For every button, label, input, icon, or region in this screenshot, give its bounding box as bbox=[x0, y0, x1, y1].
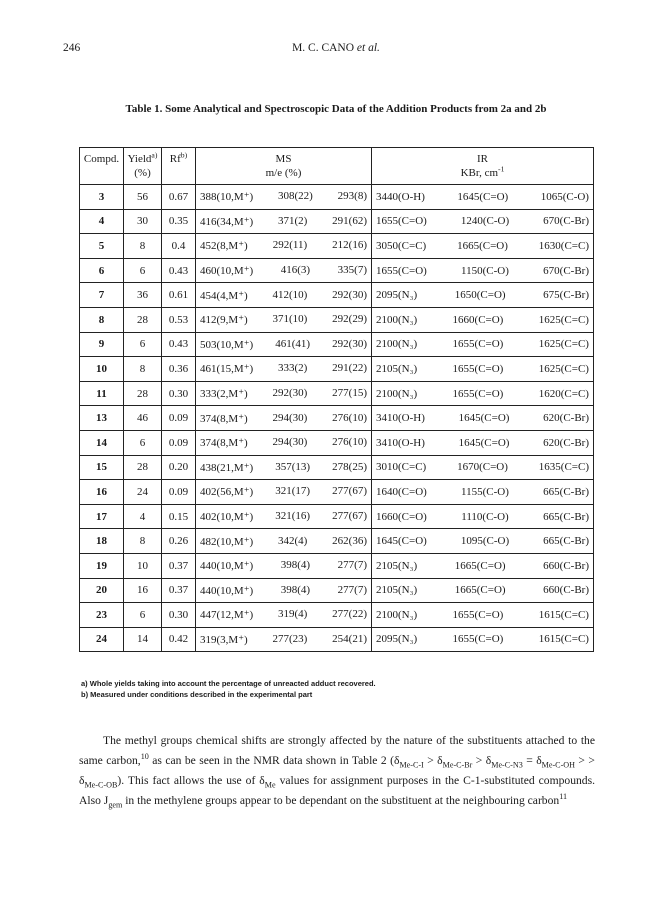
cell-ir3: 620(C-Br) bbox=[543, 412, 589, 425]
cell-rf: 0.26 bbox=[162, 529, 196, 554]
cell-ms bbox=[196, 307, 372, 332]
cell-ir2: 1240(C-O) bbox=[460, 215, 510, 228]
ms-values bbox=[196, 584, 371, 597]
cell-ir3: 1620(C=C) bbox=[538, 387, 589, 400]
cell-ir2: 1655(C=O) bbox=[452, 338, 504, 351]
cell-rf: 0.36 bbox=[162, 357, 196, 382]
cell-ir3: 1635(C=C) bbox=[538, 461, 589, 474]
data-table bbox=[79, 147, 594, 652]
cell-ms2: 321(17) bbox=[275, 485, 311, 498]
cell-ir bbox=[372, 455, 594, 480]
footnote-b: b) Measured under conditions described in the experimental part bbox=[81, 690, 313, 699]
cell-compd: 13 bbox=[80, 406, 124, 431]
cell-ms3: 277(67) bbox=[332, 485, 367, 498]
cell-ms bbox=[196, 455, 372, 480]
cell-ms bbox=[196, 357, 372, 382]
cell-yield: 56 bbox=[124, 185, 162, 210]
cell-ms2: 357(13) bbox=[275, 460, 311, 473]
cell-ms3: 292(29) bbox=[332, 313, 367, 326]
ms-values bbox=[196, 436, 371, 449]
table-caption: Table 1. Some Analytical and Spectroscopic Data of the Addition Products from 2a and 2b bbox=[125, 103, 547, 115]
cell-ir3: 675(C-Br) bbox=[543, 289, 589, 302]
cell-compd: 8 bbox=[80, 307, 124, 332]
cell-ir3: 620(C-Br) bbox=[543, 436, 589, 449]
cell-rf: 0.37 bbox=[162, 553, 196, 578]
ms-values bbox=[196, 461, 371, 474]
cell-ms3: 254(21) bbox=[332, 632, 367, 645]
table-row bbox=[80, 332, 594, 357]
cell-compd: 14 bbox=[80, 430, 124, 455]
cell-ir3: 665(C-Br) bbox=[543, 535, 589, 548]
table-row bbox=[80, 381, 594, 406]
ms-values bbox=[196, 362, 371, 375]
cell-ir2: 1645(C=O) bbox=[458, 412, 510, 425]
cell-ir2: 1655(C=O) bbox=[452, 362, 504, 375]
cell-rf: 0.53 bbox=[162, 307, 196, 332]
cell-ir3: 665(C-Br) bbox=[543, 485, 589, 498]
cell-ms2: 321(16) bbox=[275, 510, 311, 523]
ms-values bbox=[196, 559, 371, 572]
cell-ir bbox=[372, 504, 594, 529]
cell-ms1: 460(10,M⁺) bbox=[200, 265, 254, 278]
cell-yield: 28 bbox=[124, 307, 162, 332]
cell-ir bbox=[372, 234, 594, 259]
cell-ms1: 388(10,M⁺) bbox=[200, 191, 254, 204]
cell-ms1: 374(8,M⁺) bbox=[200, 437, 248, 450]
running-head bbox=[0, 42, 672, 54]
cell-ms bbox=[196, 332, 372, 357]
cell-ms bbox=[196, 529, 372, 554]
cell-ir1: 1645(C=O) bbox=[376, 535, 427, 548]
table-row bbox=[80, 258, 594, 283]
ms-values bbox=[196, 412, 371, 425]
cell-ms bbox=[196, 553, 372, 578]
cell-ir2: 1155(C-O) bbox=[461, 485, 509, 498]
table-row bbox=[80, 627, 594, 652]
ir-values bbox=[372, 412, 593, 424]
cell-ir2: 1655(C=O) bbox=[452, 387, 504, 400]
cell-ir bbox=[372, 529, 594, 554]
cell-yield: 6 bbox=[124, 332, 162, 357]
cell-ms1: 333(2,M⁺) bbox=[200, 388, 248, 401]
cell-ir1: 1640(C=O) bbox=[376, 485, 427, 498]
cell-ir bbox=[372, 627, 594, 652]
cell-ms1: 438(21,M⁺) bbox=[200, 461, 254, 474]
cell-ms1: 412(9,M⁺) bbox=[200, 314, 248, 327]
cell-ms2: 461(41) bbox=[275, 337, 311, 350]
ir-values bbox=[372, 560, 593, 572]
cell-ir3: 1625(C=C) bbox=[538, 338, 589, 351]
ir-values bbox=[372, 314, 593, 326]
cell-ms2: 412(10) bbox=[272, 288, 308, 301]
cell-ms bbox=[196, 480, 372, 505]
cell-yield: 28 bbox=[124, 455, 162, 480]
cell-ms bbox=[196, 258, 372, 283]
table-row bbox=[80, 603, 594, 628]
cell-ms3: 277(67) bbox=[332, 510, 367, 523]
ms-values bbox=[196, 264, 371, 277]
cell-ms3: 291(62) bbox=[332, 214, 367, 227]
cell-yield: 14 bbox=[124, 627, 162, 652]
ms-values bbox=[196, 535, 371, 548]
cell-yield: 46 bbox=[124, 406, 162, 431]
cell-ir1: 2095(N₃) bbox=[376, 633, 418, 646]
cell-ir3: 670(C-Br) bbox=[543, 215, 589, 228]
cell-ir2: 1110(C-O) bbox=[461, 510, 509, 523]
cell-ir bbox=[372, 209, 594, 234]
cell-ms3: 262(36) bbox=[332, 534, 367, 547]
cell-ms1: 402(10,M⁺) bbox=[200, 511, 254, 524]
cell-rf: 0.35 bbox=[162, 209, 196, 234]
cell-compd: 11 bbox=[80, 381, 124, 406]
cell-ir bbox=[372, 430, 594, 455]
cell-yield: 16 bbox=[124, 578, 162, 603]
ms-values bbox=[196, 289, 371, 302]
page-number: 246 bbox=[63, 42, 81, 54]
cell-ms1: 416(34,M⁺) bbox=[200, 215, 254, 228]
cell-ir1: 2100(N₃) bbox=[376, 338, 418, 351]
table-row bbox=[80, 209, 594, 234]
cell-ms3: 277(7) bbox=[337, 559, 367, 572]
cell-ir1: 3410(O-H) bbox=[376, 436, 425, 449]
cell-ir1: 3440(O-H) bbox=[376, 190, 425, 203]
cell-ms3: 293(8) bbox=[337, 190, 367, 203]
ir-values bbox=[372, 609, 593, 621]
table-row bbox=[80, 578, 594, 603]
cell-ir1: 2100(N₃) bbox=[376, 387, 418, 400]
cell-compd: 17 bbox=[80, 504, 124, 529]
table-footnotes bbox=[81, 678, 376, 700]
cell-compd: 5 bbox=[80, 234, 124, 259]
cell-ms3: 292(30) bbox=[332, 337, 367, 350]
cell-ir1: 2100(N₃) bbox=[376, 313, 418, 326]
cell-rf: 0.42 bbox=[162, 627, 196, 652]
table-row bbox=[80, 455, 594, 480]
cell-ms2: 398(4) bbox=[280, 559, 311, 572]
cell-ms2: 398(4) bbox=[280, 583, 311, 596]
cell-rf: 0.43 bbox=[162, 332, 196, 357]
cell-compd: 9 bbox=[80, 332, 124, 357]
cell-ir3: 1625(C=C) bbox=[538, 362, 589, 375]
cell-ms1: 319(3,M⁺) bbox=[200, 633, 248, 646]
body-paragraph bbox=[79, 731, 595, 811]
cell-ms2: 371(2) bbox=[278, 214, 308, 227]
cell-rf: 0.30 bbox=[162, 381, 196, 406]
cell-ir bbox=[372, 603, 594, 628]
running-head-etal: et al. bbox=[354, 42, 380, 54]
ir-values bbox=[372, 486, 593, 498]
cell-ms2: 308(22) bbox=[278, 190, 313, 203]
cell-compd: 16 bbox=[80, 480, 124, 505]
cell-ir1: 2095(N₃) bbox=[376, 289, 418, 302]
cell-ms bbox=[196, 406, 372, 431]
ms-values bbox=[196, 338, 371, 351]
ms-values bbox=[196, 190, 371, 203]
cell-ir bbox=[372, 307, 594, 332]
cell-ir bbox=[372, 480, 594, 505]
cell-rf: 0.61 bbox=[162, 283, 196, 308]
cell-ms bbox=[196, 603, 372, 628]
cell-rf: 0.67 bbox=[162, 185, 196, 210]
cell-ms2: 292(11) bbox=[272, 239, 308, 252]
ir-values bbox=[372, 265, 593, 277]
cell-compd: 7 bbox=[80, 283, 124, 308]
table-row bbox=[80, 480, 594, 505]
cell-ms3: 277(22) bbox=[332, 608, 367, 621]
cell-ir2: 1665(C=O) bbox=[454, 584, 506, 597]
cell-ms bbox=[196, 627, 372, 652]
table-row bbox=[80, 283, 594, 308]
cell-ir1: 1655(C=O) bbox=[376, 264, 427, 277]
cell-compd: 3 bbox=[80, 185, 124, 210]
cell-ms bbox=[196, 381, 372, 406]
cell-ir bbox=[372, 185, 594, 210]
cell-ir2: 1670(C=O) bbox=[457, 461, 508, 474]
cell-ms1: 454(4,M⁺) bbox=[200, 289, 248, 302]
body-line-1: The methyl groups chemical shifts are strongly affected by the nature of the substituents attached to the same carbon,$^{10}$ as can be seen in the NMR data shown in Table 2 ($\delta_{Me-C-I} > \delta_{Me-C-Br} > \delta_{Me-C-N3} = \delta_{Me-C-OH}$ > > $\delta_{Me-C-OB}$). This fact allows the use of $\delta_{Me}$ values for assignment purposes in the C-1-substituted compounds. Also $J_{gem}$ in the methylene groups appear to be dependant on the substituent at the neighbouring carbon$^{11}$ bbox=[79, 734, 595, 810]
ir-values bbox=[372, 511, 593, 523]
cell-ir1: 2105(N₃) bbox=[376, 584, 418, 597]
cell-ir1: 1660(C=O) bbox=[376, 510, 427, 523]
cell-ir1: 1655(C=O) bbox=[376, 215, 427, 228]
cell-compd: 4 bbox=[80, 209, 124, 234]
cell-ms1: 402(56,M⁺) bbox=[200, 486, 254, 499]
cell-ms3: 335(7) bbox=[337, 264, 367, 277]
ms-values bbox=[196, 215, 371, 228]
ms-values bbox=[196, 510, 371, 523]
cell-ir3: 1630(C=C) bbox=[538, 239, 589, 252]
cell-ir2: 1655(C=O) bbox=[452, 608, 504, 621]
table-row bbox=[80, 504, 594, 529]
cell-ir3: 1065(C-O) bbox=[540, 190, 589, 203]
ms-values bbox=[196, 608, 371, 621]
cell-ms3: 292(30) bbox=[332, 288, 367, 301]
cell-ir2: 1150(C-O) bbox=[461, 264, 509, 277]
ir-values bbox=[372, 240, 593, 252]
cell-ms bbox=[196, 578, 372, 603]
cell-ir2: 1645(C=O) bbox=[458, 436, 510, 449]
cell-ms2: 371(10) bbox=[272, 313, 308, 326]
cell-ms bbox=[196, 234, 372, 259]
cell-ms3: 278(25) bbox=[332, 460, 367, 473]
cell-yield: 30 bbox=[124, 209, 162, 234]
cell-ms3: 277(7) bbox=[337, 583, 367, 596]
cell-rf: 0.09 bbox=[162, 430, 196, 455]
cell-ir bbox=[372, 578, 594, 603]
table-row bbox=[80, 553, 594, 578]
cell-ir3: 670(C-Br) bbox=[543, 264, 589, 277]
table-row bbox=[80, 430, 594, 455]
cell-ir2: 1665(C=O) bbox=[457, 239, 508, 252]
cell-ir1: 2100(N₃) bbox=[376, 608, 418, 621]
cell-ir bbox=[372, 406, 594, 431]
cell-compd: 6 bbox=[80, 258, 124, 283]
cell-ms2: 277(23) bbox=[272, 632, 308, 645]
cell-ir1: 3410(O-H) bbox=[376, 412, 425, 425]
header-ir: IR KBr, $cm^{-1}$ bbox=[372, 148, 594, 185]
cell-ms2: 342(4) bbox=[278, 534, 308, 547]
cell-rf: 0.15 bbox=[162, 504, 196, 529]
cell-ir1: 3050(C=C) bbox=[376, 239, 427, 252]
cell-yield: 24 bbox=[124, 480, 162, 505]
cell-ms2: 333(2) bbox=[278, 362, 308, 375]
ms-values bbox=[196, 633, 371, 646]
cell-ms bbox=[196, 283, 372, 308]
cell-ms1: 440(10,M⁺) bbox=[200, 560, 254, 573]
cell-compd: 15 bbox=[80, 455, 124, 480]
cell-yield: 36 bbox=[124, 283, 162, 308]
ir-values bbox=[372, 535, 593, 547]
cell-ir2: 1660(C=O) bbox=[452, 313, 504, 326]
cell-ir bbox=[372, 381, 594, 406]
ms-values bbox=[196, 313, 371, 326]
cell-ir bbox=[372, 332, 594, 357]
cell-ir3: 665(C-Br) bbox=[543, 510, 589, 523]
table-row bbox=[80, 234, 594, 259]
cell-ms2: 319(4) bbox=[278, 608, 308, 621]
cell-ir2: 1645(C=O) bbox=[457, 190, 509, 203]
cell-yield: 8 bbox=[124, 357, 162, 382]
cell-rf: 0.4 bbox=[162, 234, 196, 259]
cell-ms2: 292(30) bbox=[272, 387, 308, 400]
cell-ir3: 1615(C=C) bbox=[538, 633, 589, 646]
cell-compd: 19 bbox=[80, 553, 124, 578]
cell-ms3: 212(16) bbox=[332, 239, 367, 252]
ir-values bbox=[372, 388, 593, 400]
cell-ms2: 294(30) bbox=[272, 411, 308, 424]
cell-ir2: 1655(C=O) bbox=[452, 633, 504, 646]
cell-compd: 23 bbox=[80, 603, 124, 628]
cell-yield: 8 bbox=[124, 529, 162, 554]
ir-values bbox=[372, 289, 593, 301]
cell-ir1: 2105(N₃) bbox=[376, 559, 418, 572]
table-row bbox=[80, 357, 594, 382]
cell-rf: 0.09 bbox=[162, 480, 196, 505]
ir-values bbox=[372, 215, 593, 227]
cell-ms3: 277(15) bbox=[332, 387, 367, 400]
ms-values bbox=[196, 239, 371, 252]
header-yield: Yield$^{a)}$ (%) bbox=[124, 148, 162, 185]
ms-values bbox=[196, 387, 371, 400]
table-row bbox=[80, 529, 594, 554]
cell-ir3: 1615(C=C) bbox=[538, 608, 589, 621]
cell-ms3: 276(10) bbox=[332, 411, 367, 424]
cell-yield: 4 bbox=[124, 504, 162, 529]
ir-values bbox=[372, 363, 593, 375]
cell-ir2: 1095(C-O) bbox=[460, 535, 510, 548]
ir-values bbox=[372, 191, 593, 203]
cell-ms1: 503(10,M⁺) bbox=[200, 338, 254, 351]
cell-ms3: 276(10) bbox=[332, 436, 367, 449]
cell-ir3: 660(C-Br) bbox=[543, 584, 589, 597]
cell-yield: 6 bbox=[124, 258, 162, 283]
cell-ms2: 416(3) bbox=[280, 264, 311, 277]
cell-rf: 0.43 bbox=[162, 258, 196, 283]
cell-ir3: 660(C-Br) bbox=[543, 559, 589, 572]
cell-ir bbox=[372, 258, 594, 283]
cell-ms1: 447(12,M⁺) bbox=[200, 609, 254, 622]
cell-ir bbox=[372, 357, 594, 382]
cell-compd: 18 bbox=[80, 529, 124, 554]
ir-values bbox=[372, 461, 593, 473]
cell-ms3: 291(22) bbox=[332, 362, 367, 375]
cell-ms bbox=[196, 430, 372, 455]
table-row bbox=[80, 406, 594, 431]
cell-rf: 0.30 bbox=[162, 603, 196, 628]
cell-compd: 24 bbox=[80, 627, 124, 652]
cell-rf: 0.09 bbox=[162, 406, 196, 431]
cell-ir bbox=[372, 553, 594, 578]
table-row bbox=[80, 185, 594, 210]
cell-ir1: 3010(C=C) bbox=[376, 461, 427, 474]
cell-ms1: 461(15,M⁺) bbox=[200, 363, 254, 376]
header-ms: MS m/e (%) bbox=[196, 148, 372, 185]
cell-ms bbox=[196, 209, 372, 234]
footnote-a: a) Whole yields taking into account the percentage of unreacted adduct recovered. bbox=[81, 679, 376, 688]
cell-rf: 0.37 bbox=[162, 578, 196, 603]
cell-ms bbox=[196, 504, 372, 529]
cell-yield: 6 bbox=[124, 603, 162, 628]
ir-values bbox=[372, 338, 593, 350]
ir-values bbox=[372, 633, 593, 645]
running-head-authors: M. C. CANO bbox=[292, 42, 355, 54]
cell-ir2: 1650(C=O) bbox=[454, 289, 506, 302]
cell-ms1: 374(8,M⁺) bbox=[200, 412, 248, 425]
cell-ms1: 482(10,M⁺) bbox=[200, 535, 254, 548]
header-compd: Compd. bbox=[80, 148, 124, 185]
ms-values bbox=[196, 485, 371, 498]
cell-yield: 6 bbox=[124, 430, 162, 455]
cell-ir1: 2105(N₃) bbox=[376, 362, 418, 375]
cell-compd: 20 bbox=[80, 578, 124, 603]
cell-ms1: 440(10,M⁺) bbox=[200, 584, 254, 597]
header-rf: Rf$^{b)}$ bbox=[162, 148, 196, 185]
cell-ir2: 1665(C=O) bbox=[454, 559, 506, 572]
cell-ms1: 452(8,M⁺) bbox=[200, 240, 248, 253]
table-row bbox=[80, 307, 594, 332]
cell-compd: 10 bbox=[80, 357, 124, 382]
cell-ms bbox=[196, 185, 372, 210]
cell-ms2: 294(30) bbox=[272, 436, 308, 449]
ir-values bbox=[372, 437, 593, 449]
cell-yield: 10 bbox=[124, 553, 162, 578]
cell-yield: 8 bbox=[124, 234, 162, 259]
cell-rf: 0.20 bbox=[162, 455, 196, 480]
cell-ir bbox=[372, 283, 594, 308]
cell-yield: 28 bbox=[124, 381, 162, 406]
cell-ir3: 1625(C=C) bbox=[538, 313, 589, 326]
ir-values bbox=[372, 584, 593, 596]
table-header-row bbox=[80, 148, 594, 185]
